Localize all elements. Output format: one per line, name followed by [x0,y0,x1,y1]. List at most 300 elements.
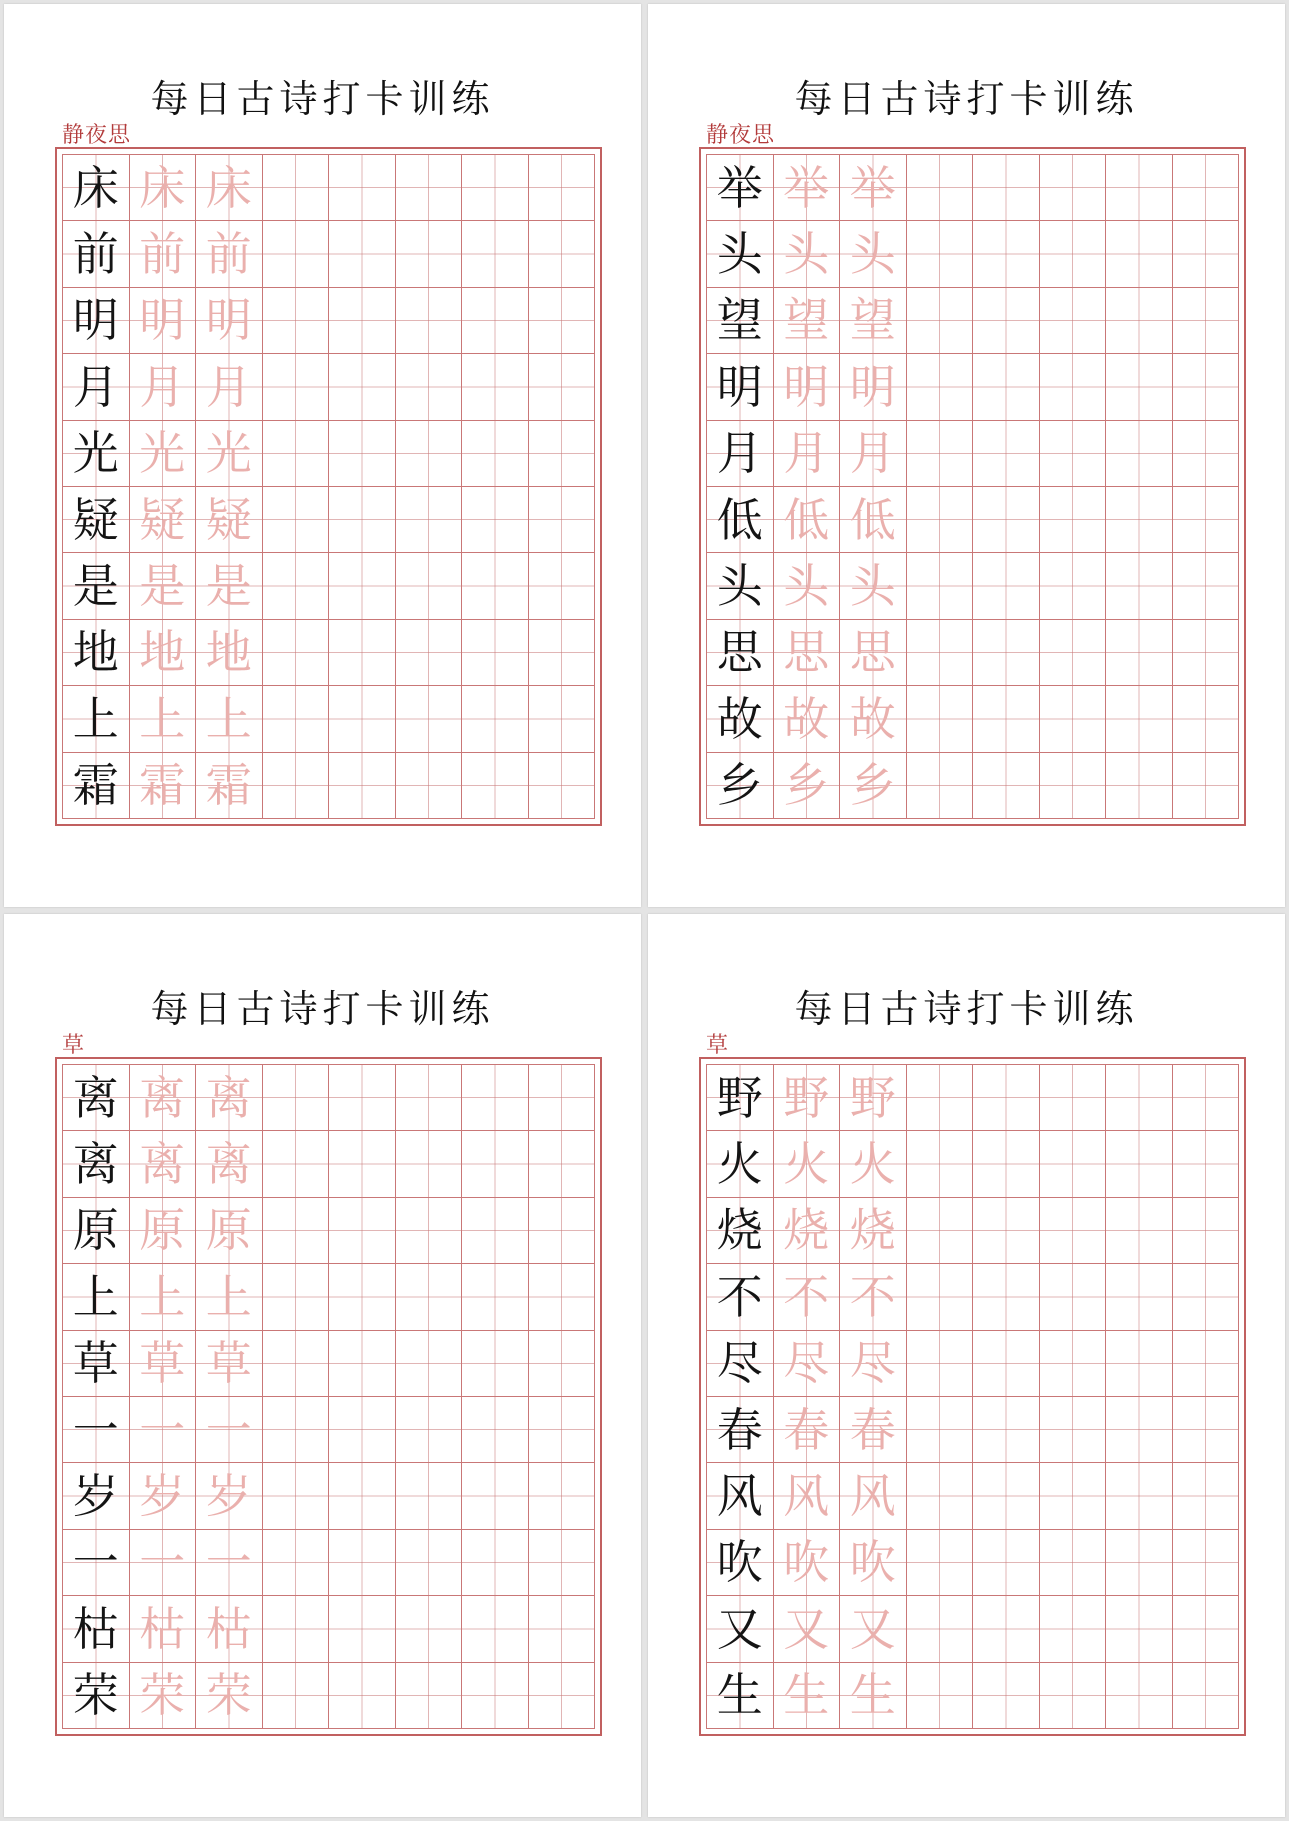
model-character-cell: 枯 [63,1596,130,1662]
blank-practice-cell [907,1397,974,1463]
blank-practice-cell [462,1463,529,1529]
trace-character-cell: 原 [196,1198,263,1264]
blank-practice-cell [1106,686,1173,752]
sheet-title: 每日古诗打卡训练 [794,987,1139,1031]
blank-practice-cell [1173,1198,1240,1264]
blank-practice-cell [1173,1065,1240,1131]
model-character-cell: 床 [63,155,130,221]
blank-practice-cell [396,753,463,819]
blank-practice-cell [329,686,396,752]
blank-practice-cell [396,221,463,287]
blank-practice-cell [263,686,330,752]
blank-practice-cell [1106,1463,1173,1529]
trace-character-cell: 床 [196,155,263,221]
blank-practice-cell [263,620,330,686]
blank-practice-cell [263,1131,330,1197]
trace-character-cell: 春 [840,1397,907,1463]
model-character-cell: 生 [707,1663,774,1729]
blank-practice-cell [907,753,974,819]
blank-practice-cell [907,1463,974,1529]
blank-practice-cell [396,421,463,487]
blank-practice-cell [263,1065,330,1131]
model-character-cell: 头 [707,553,774,619]
blank-practice-cell [1040,1663,1107,1729]
blank-practice-cell [329,221,396,287]
blank-practice-cell [329,487,396,553]
blank-practice-cell [529,1131,596,1197]
blank-practice-cell [263,1530,330,1596]
blank-practice-cell [529,155,596,221]
blank-practice-cell [1040,1131,1107,1197]
model-character-cell: 上 [63,686,130,752]
blank-practice-cell [1106,1596,1173,1662]
blank-practice-cell [1040,1331,1107,1397]
trace-character-cell: 明 [196,288,263,354]
blank-practice-cell [396,155,463,221]
trace-character-cell: 上 [130,686,197,752]
blank-practice-cell [907,288,974,354]
trace-character-cell: 烧 [840,1198,907,1264]
blank-practice-cell [329,753,396,819]
blank-practice-cell [263,421,330,487]
blank-practice-cell [1040,1065,1107,1131]
blank-practice-cell [462,221,529,287]
blank-practice-cell [329,1131,396,1197]
trace-character-cell: 疑 [196,487,263,553]
worksheet [4,914,641,1817]
worksheet [648,914,1285,1817]
blank-practice-cell [462,1596,529,1662]
blank-practice-cell [1040,1397,1107,1463]
practice-grid-frame [55,147,602,826]
trace-character-cell: 明 [840,354,907,420]
blank-practice-cell [1173,553,1240,619]
blank-practice-cell [529,1463,596,1529]
practice-grid [706,1064,1239,1729]
blank-practice-cell [529,620,596,686]
model-character-cell: 火 [707,1131,774,1197]
blank-practice-cell [529,1065,596,1131]
blank-practice-cell [1040,753,1107,819]
blank-practice-cell [973,354,1040,420]
blank-practice-cell [973,288,1040,354]
trace-character-cell: 不 [840,1264,907,1330]
blank-practice-cell [1106,1065,1173,1131]
trace-character-cell: 不 [774,1264,841,1330]
blank-practice-cell [263,753,330,819]
model-character-cell: 野 [707,1065,774,1131]
blank-practice-cell [1040,487,1107,553]
blank-practice-cell [329,1264,396,1330]
blank-practice-cell [396,620,463,686]
model-character-cell: 明 [707,354,774,420]
blank-practice-cell [529,553,596,619]
blank-practice-cell [529,288,596,354]
blank-practice-cell [263,1264,330,1330]
model-character-cell: 风 [707,1463,774,1529]
blank-practice-cell [1106,1331,1173,1397]
blank-practice-cell [1106,221,1173,287]
model-character-cell: 月 [707,421,774,487]
trace-character-cell: 火 [774,1131,841,1197]
poem-title-label: 草 [706,1033,730,1058]
model-character-cell: 故 [707,686,774,752]
sheet-title: 每日古诗打卡训练 [150,77,495,121]
trace-character-cell: 是 [196,553,263,619]
trace-character-cell: 又 [840,1596,907,1662]
trace-character-cell: 离 [196,1131,263,1197]
trace-character-cell: 月 [196,354,263,420]
trace-character-cell: 生 [774,1663,841,1729]
blank-practice-cell [907,1530,974,1596]
blank-practice-cell [1040,221,1107,287]
trace-character-cell: 月 [130,354,197,420]
poem-title-label: 草 [62,1033,86,1058]
blank-practice-cell [462,1663,529,1729]
blank-practice-cell [1040,421,1107,487]
blank-practice-cell [263,1663,330,1729]
blank-practice-cell [529,1530,596,1596]
blank-practice-cell [1040,1596,1107,1662]
model-character-cell: 前 [63,221,130,287]
blank-practice-cell [1173,354,1240,420]
sheet-title: 每日古诗打卡训练 [794,77,1139,121]
blank-practice-cell [973,686,1040,752]
blank-practice-cell [1106,753,1173,819]
blank-practice-cell [1173,421,1240,487]
model-character-cell: 头 [707,221,774,287]
blank-practice-cell [907,1198,974,1264]
blank-practice-cell [263,1397,330,1463]
blank-practice-cell [907,553,974,619]
blank-practice-cell [462,1264,529,1330]
model-character-cell: 又 [707,1596,774,1662]
blank-practice-cell [1040,1530,1107,1596]
blank-practice-cell [1040,620,1107,686]
blank-practice-cell [462,1331,529,1397]
blank-practice-cell [973,155,1040,221]
blank-practice-cell [973,1397,1040,1463]
blank-practice-cell [462,1065,529,1131]
model-character-cell: 一 [63,1397,130,1463]
model-character-cell: 岁 [63,1463,130,1529]
blank-practice-cell [1106,1131,1173,1197]
trace-character-cell: 荣 [130,1663,197,1729]
model-character-cell: 明 [63,288,130,354]
worksheet [648,4,1285,907]
trace-character-cell: 思 [840,620,907,686]
trace-character-cell: 明 [774,354,841,420]
model-character-cell: 离 [63,1065,130,1131]
blank-practice-cell [973,1131,1040,1197]
blank-practice-cell [1106,1663,1173,1729]
blank-practice-cell [1173,1463,1240,1529]
blank-practice-cell [1106,620,1173,686]
model-character-cell: 尽 [707,1331,774,1397]
blank-practice-cell [396,686,463,752]
blank-practice-cell [907,155,974,221]
blank-practice-cell [329,1463,396,1529]
blank-practice-cell [396,1198,463,1264]
blank-practice-cell [263,155,330,221]
poem-title-label: 静夜思 [62,123,132,148]
blank-practice-cell [329,1065,396,1131]
trace-character-cell: 霜 [196,753,263,819]
trace-character-cell: 举 [774,155,841,221]
trace-character-cell: 岁 [196,1463,263,1529]
trace-character-cell: 光 [130,421,197,487]
blank-practice-cell [1173,1530,1240,1596]
blank-practice-cell [529,1596,596,1662]
blank-practice-cell [462,620,529,686]
blank-practice-cell [1173,753,1240,819]
blank-practice-cell [462,155,529,221]
trace-character-cell: 头 [840,221,907,287]
trace-character-cell: 原 [130,1198,197,1264]
blank-practice-cell [396,1131,463,1197]
trace-character-cell: 一 [196,1397,263,1463]
blank-practice-cell [396,1264,463,1330]
model-character-cell: 霜 [63,753,130,819]
blank-practice-cell [1040,155,1107,221]
trace-character-cell: 月 [840,421,907,487]
blank-practice-cell [1173,487,1240,553]
blank-practice-cell [1040,1264,1107,1330]
blank-practice-cell [462,686,529,752]
trace-character-cell: 烧 [774,1198,841,1264]
blank-practice-cell [907,487,974,553]
trace-character-cell: 上 [130,1264,197,1330]
blank-practice-cell [329,155,396,221]
model-character-cell: 低 [707,487,774,553]
worksheet-page-1 [4,4,641,907]
blank-practice-cell [529,1331,596,1397]
blank-practice-cell [1106,155,1173,221]
model-character-cell: 是 [63,553,130,619]
model-character-cell: 吹 [707,1530,774,1596]
blank-practice-cell [1040,553,1107,619]
trace-character-cell: 是 [130,553,197,619]
trace-character-cell: 离 [196,1065,263,1131]
blank-practice-cell [973,1065,1040,1131]
blank-practice-cell [396,1530,463,1596]
blank-practice-cell [529,354,596,420]
trace-character-cell: 头 [840,553,907,619]
trace-character-cell: 野 [840,1065,907,1131]
trace-character-cell: 春 [774,1397,841,1463]
trace-character-cell: 生 [840,1663,907,1729]
blank-practice-cell [1106,288,1173,354]
blank-practice-cell [329,354,396,420]
blank-practice-cell [529,487,596,553]
trace-character-cell: 上 [196,1264,263,1330]
blank-practice-cell [396,1065,463,1131]
blank-practice-cell [1040,354,1107,420]
blank-practice-cell [329,1530,396,1596]
practice-grid-frame [699,1057,1246,1736]
blank-practice-cell [973,221,1040,287]
trace-character-cell: 离 [130,1131,197,1197]
blank-practice-cell [1173,155,1240,221]
blank-practice-cell [462,1397,529,1463]
blank-practice-cell [907,354,974,420]
blank-practice-cell [907,221,974,287]
blank-practice-cell [462,421,529,487]
trace-character-cell: 一 [130,1397,197,1463]
blank-practice-cell [462,753,529,819]
blank-practice-cell [263,354,330,420]
blank-practice-cell [263,288,330,354]
blank-practice-cell [1173,1596,1240,1662]
blank-practice-cell [1106,354,1173,420]
blank-practice-cell [263,1463,330,1529]
blank-practice-cell [329,553,396,619]
blank-practice-cell [329,1331,396,1397]
blank-practice-cell [263,553,330,619]
model-character-cell: 不 [707,1264,774,1330]
trace-character-cell: 霜 [130,753,197,819]
blank-practice-cell [529,1198,596,1264]
trace-character-cell: 风 [840,1463,907,1529]
blank-practice-cell [907,421,974,487]
blank-practice-cell [462,288,529,354]
trace-character-cell: 一 [130,1530,197,1596]
blank-practice-cell [329,1198,396,1264]
blank-practice-cell [1040,1463,1107,1529]
blank-practice-cell [973,1596,1040,1662]
blank-practice-cell [396,354,463,420]
model-character-cell: 离 [63,1131,130,1197]
blank-practice-cell [907,1131,974,1197]
blank-practice-cell [1173,1331,1240,1397]
blank-practice-cell [973,620,1040,686]
blank-practice-cell [396,288,463,354]
model-character-cell: 草 [63,1331,130,1397]
trace-character-cell: 疑 [130,487,197,553]
blank-practice-cell [1106,1530,1173,1596]
trace-character-cell: 草 [196,1331,263,1397]
blank-practice-cell [529,1397,596,1463]
trace-character-cell: 上 [196,686,263,752]
blank-practice-cell [329,1596,396,1662]
blank-practice-cell [1173,620,1240,686]
blank-practice-cell [329,620,396,686]
model-character-cell: 上 [63,1264,130,1330]
blank-practice-cell [529,686,596,752]
blank-practice-cell [1106,1198,1173,1264]
trace-character-cell: 故 [774,686,841,752]
blank-practice-cell [973,1663,1040,1729]
blank-practice-cell [907,1065,974,1131]
blank-practice-cell [907,620,974,686]
blank-practice-cell [329,1663,396,1729]
trace-character-cell: 岁 [130,1463,197,1529]
blank-practice-cell [907,1596,974,1662]
trace-character-cell: 尽 [774,1331,841,1397]
practice-grid [62,1064,595,1729]
blank-practice-cell [1106,421,1173,487]
blank-practice-cell [973,1530,1040,1596]
blank-practice-cell [263,221,330,287]
blank-practice-cell [1173,1264,1240,1330]
blank-practice-cell [263,1198,330,1264]
blank-practice-cell [529,1663,596,1729]
trace-character-cell: 低 [840,487,907,553]
blank-practice-cell [529,1264,596,1330]
blank-practice-cell [529,221,596,287]
blank-practice-cell [529,421,596,487]
blank-practice-cell [263,1596,330,1662]
model-character-cell: 原 [63,1198,130,1264]
model-character-cell: 烧 [707,1198,774,1264]
blank-practice-cell [529,753,596,819]
practice-grid [706,154,1239,819]
trace-character-cell: 床 [130,155,197,221]
trace-character-cell: 光 [196,421,263,487]
blank-practice-cell [1173,1663,1240,1729]
trace-character-cell: 尽 [840,1331,907,1397]
trace-character-cell: 望 [774,288,841,354]
worksheet [4,4,641,907]
trace-character-cell: 望 [840,288,907,354]
trace-character-cell: 吹 [774,1530,841,1596]
blank-practice-cell [973,1198,1040,1264]
blank-practice-cell [1173,686,1240,752]
blank-practice-cell [1173,288,1240,354]
model-character-cell: 荣 [63,1663,130,1729]
trace-character-cell: 吹 [840,1530,907,1596]
blank-practice-cell [973,487,1040,553]
trace-character-cell: 故 [840,686,907,752]
trace-character-cell: 野 [774,1065,841,1131]
blank-practice-cell [396,487,463,553]
blank-practice-cell [973,1331,1040,1397]
trace-character-cell: 风 [774,1463,841,1529]
trace-character-cell: 又 [774,1596,841,1662]
trace-character-cell: 枯 [196,1596,263,1662]
blank-practice-cell [329,421,396,487]
blank-practice-cell [462,1198,529,1264]
blank-practice-cell [396,1463,463,1529]
blank-practice-cell [907,1663,974,1729]
practice-grid [62,154,595,819]
blank-practice-cell [462,354,529,420]
blank-practice-cell [973,553,1040,619]
trace-character-cell: 低 [774,487,841,553]
trace-character-cell: 草 [130,1331,197,1397]
worksheet-page-4 [648,914,1285,1817]
trace-character-cell: 明 [130,288,197,354]
model-character-cell: 春 [707,1397,774,1463]
model-character-cell: 望 [707,288,774,354]
trace-character-cell: 荣 [196,1663,263,1729]
blank-practice-cell [462,1530,529,1596]
model-character-cell: 地 [63,620,130,686]
trace-character-cell: 头 [774,221,841,287]
trace-character-cell: 离 [130,1065,197,1131]
blank-practice-cell [329,288,396,354]
blank-practice-cell [1040,1198,1107,1264]
blank-practice-cell [907,1331,974,1397]
blank-practice-cell [1106,487,1173,553]
practice-grid-frame [699,147,1246,826]
trace-character-cell: 思 [774,620,841,686]
trace-character-cell: 前 [130,221,197,287]
blank-practice-cell [396,1663,463,1729]
blank-practice-cell [973,753,1040,819]
blank-practice-cell [907,686,974,752]
practice-grid-frame [55,1057,602,1736]
